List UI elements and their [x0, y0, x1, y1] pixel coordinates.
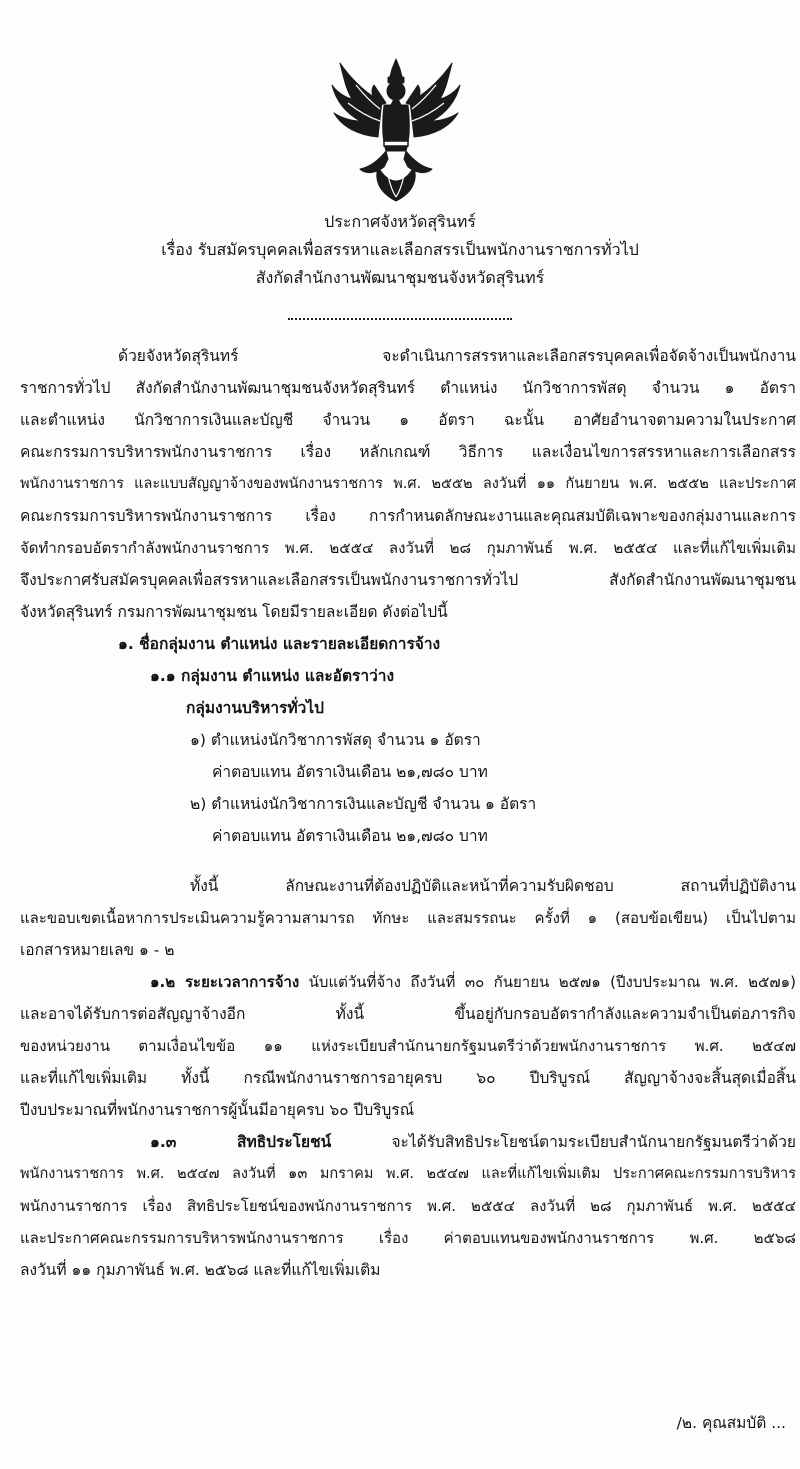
duties-line: เอกสารหมายเลข ๑ - ๒: [20, 941, 175, 959]
intro-line: ราชการทั่วไป สังกัดสำนักงานพัฒนาชุมชนจังหวัดสุรินทร์ ตำแหน่ง นักวิชาการพัสดุ จำนวน ๑ อัตรา: [20, 379, 796, 397]
intro-line: จัดทำกรอบอัตรากำลังพนักงานราชการ พ.ศ. ๒๕๕๔ ลงวันที่ ๒๘ กุมภาพันธ์ พ.ศ. ๒๕๕๔ และที่แก้ไขเพิ่มเติม: [20, 539, 796, 557]
position-title: ๒) ตำแหน่งนักวิชาการเงินและบัญชี จำนวน ๑ อัตรา: [190, 795, 537, 813]
term-first-text: นับแต่วันที่จ้าง ถึงวันที่ ๓๐ กันยายน ๒๕๗๑ (ปีงบประมาณ พ.ศ. ๒๕๗๑): [299, 973, 796, 991]
benefits-line: และประกาศคณะกรรมการบริหารพนักงานราชการ เรื่อง ค่าตอบแทนของพนักงานราชการ พ.ศ. ๒๕๖๘: [20, 1229, 796, 1247]
intro-line: จึงประกาศรับสมัครบุคคลเพื่อสรรหาและเลือกสรรเป็นพนักงานราชการทั่วไป สังกัดสำนักงานพัฒนาชุมชน: [20, 571, 796, 589]
intro-line: คณะกรรมการบริหารพนักงานราชการ เรื่อง หลักเกณฑ์ วิธีการ และเงื่อนไขการสรรหาและการเลือกสรร: [20, 443, 796, 461]
announcement-subject: เรื่อง รับสมัครบุคคลเพื่อสรรหาและเลือกสรรเป็นพนักงานราชการทั่วไป: [161, 240, 639, 259]
term-line: และอาจได้รับการต่อสัญญาจ้างอีก ทั้งนี้ ขึ้นอยู่กับกรอบอัตรากำลังและความจำเป็นต่อภารกิจ: [20, 1005, 796, 1023]
benefits-first-line: [150, 1132, 796, 1152]
benefits-label: ๑.๓ สิทธิประโยชน์: [150, 1133, 332, 1151]
announcement-title: ประกาศจังหวัดสุรินทร์: [324, 212, 476, 231]
garuda-emblem-icon: [326, 55, 466, 205]
intro-line: คณะกรรมการบริหารพนักงานราชการ เรื่อง การกำหนดลักษณะงานและคุณสมบัติเฉพาะของกลุ่มงานและการ: [20, 507, 796, 525]
intro-line: ด้วยจังหวัดสุรินทร์ จะดำเนินการสรรหาและเลือกสรรบุคคลเพื่อจัดจ้างเป็นพนักงาน: [118, 347, 796, 365]
page-continuation: /๒. คุณสมบัติ ...: [676, 1414, 786, 1432]
benefits-line: พนักงานราชการ พ.ศ. ๒๕๔๗ ลงวันที่ ๑๓ มกราคม พ.ศ. ๒๕๔๗ และที่แก้ไขเพิ่มเติม ประกาศคณะกรรมการบริหาร: [20, 1166, 796, 1182]
section-1-1-heading: ๑.๑ กลุ่มงาน ตำแหน่ง และอัตราว่าง: [150, 667, 395, 685]
announcement-agency: สังกัดสำนักงานพัฒนาชุมชนจังหวัดสุรินทร์: [255, 268, 545, 287]
intro-line: และตำแหน่ง นักวิชาการเงินและบัญชี จำนวน ๑ อัตรา ฉะนั้น อาศัยอำนาจตามความในประกาศ: [20, 411, 796, 429]
position-pay: ค่าตอบแทน อัตราเงินเดือน ๒๑,๗๘๐ บาท: [212, 763, 488, 781]
section-1-heading: ๑. ชื่อกลุ่มงาน ตำแหน่ง และรายละเอียดการจ้าง: [118, 635, 441, 653]
job-group-name: กลุ่มงานบริหารทั่วไป: [186, 699, 324, 717]
intro-line: พนักงานราชการ และแบบสัญญาจ้างของพนักงานราชการ พ.ศ. ๒๕๕๒ ลงวันที่ ๑๑ กันยายน พ.ศ. ๒๕๕๒ และประกาศ: [20, 476, 796, 492]
benefits-line: พนักงานราชการ เรื่อง สิทธิประโยชน์ของพนักงานราชการ พ.ศ. ๒๕๕๔ ลงวันที่ ๒๘ กุมภาพันธ์ พ.ศ. ๒๕๕๔: [20, 1197, 796, 1215]
term-line: และที่แก้ไขเพิ่มเติม ทั้งนี้ กรณีพนักงานราชการอายุครบ ๖๐ ปีบริบูรณ์ สัญญาจ้างจะสิ้นสุดเมื่อสิ้น: [20, 1069, 796, 1087]
position-pay: ค่าตอบแทน อัตราเงินเดือน ๒๑,๗๘๐ บาท: [212, 827, 488, 845]
term-line: ของหน่วยงาน ตามเงื่อนไขข้อ ๑๑ แห่งระเบียบสำนักนายกรัฐมนตรีว่าด้วยพนักงานราชการ พ.ศ. ๒๕๔๗: [20, 1037, 796, 1055]
duties-line: ทั้งนี้ ลักษณะงานที่ต้องปฏิบัติและหน้าที่ความรับผิดชอบ สถานที่ปฏิบัติงาน: [190, 877, 796, 895]
benefits-line: ลงวันที่ ๑๑ กุมภาพันธ์ พ.ศ. ๒๕๖๘ และที่แก้ไขเพิ่มเติม: [20, 1261, 381, 1279]
position-title: ๑) ตำแหน่งนักวิชาการพัสดุ จำนวน ๑ อัตรา: [190, 731, 481, 749]
duties-line: และขอบเขตเนื้อหาการประเมินความรู้ความสามารถ ทักษะ และสมรรถนะ ครั้งที่ ๑ (สอบข้อเขียน) เป็นไปตาม: [20, 909, 796, 927]
intro-line: จังหวัดสุรินทร์ กรมการพัฒนาชุมชน โดยมีรายละเอียด ดังต่อไปนี้: [20, 603, 448, 621]
benefits-first-text: จะได้รับสิทธิประโยชน์ตามระเบียบสำนักนายกรัฐมนตรีว่าด้วย: [331, 1133, 796, 1151]
term-first-line: [150, 972, 796, 992]
term-label: ๑.๒ ระยะเวลาการจ้าง: [150, 973, 300, 991]
header-divider: [288, 318, 512, 320]
term-line: ปีงบประมาณที่พนักงานราชการผู้นั้นมีอายุครบ ๖๐ ปีบริบูรณ์: [20, 1101, 415, 1119]
